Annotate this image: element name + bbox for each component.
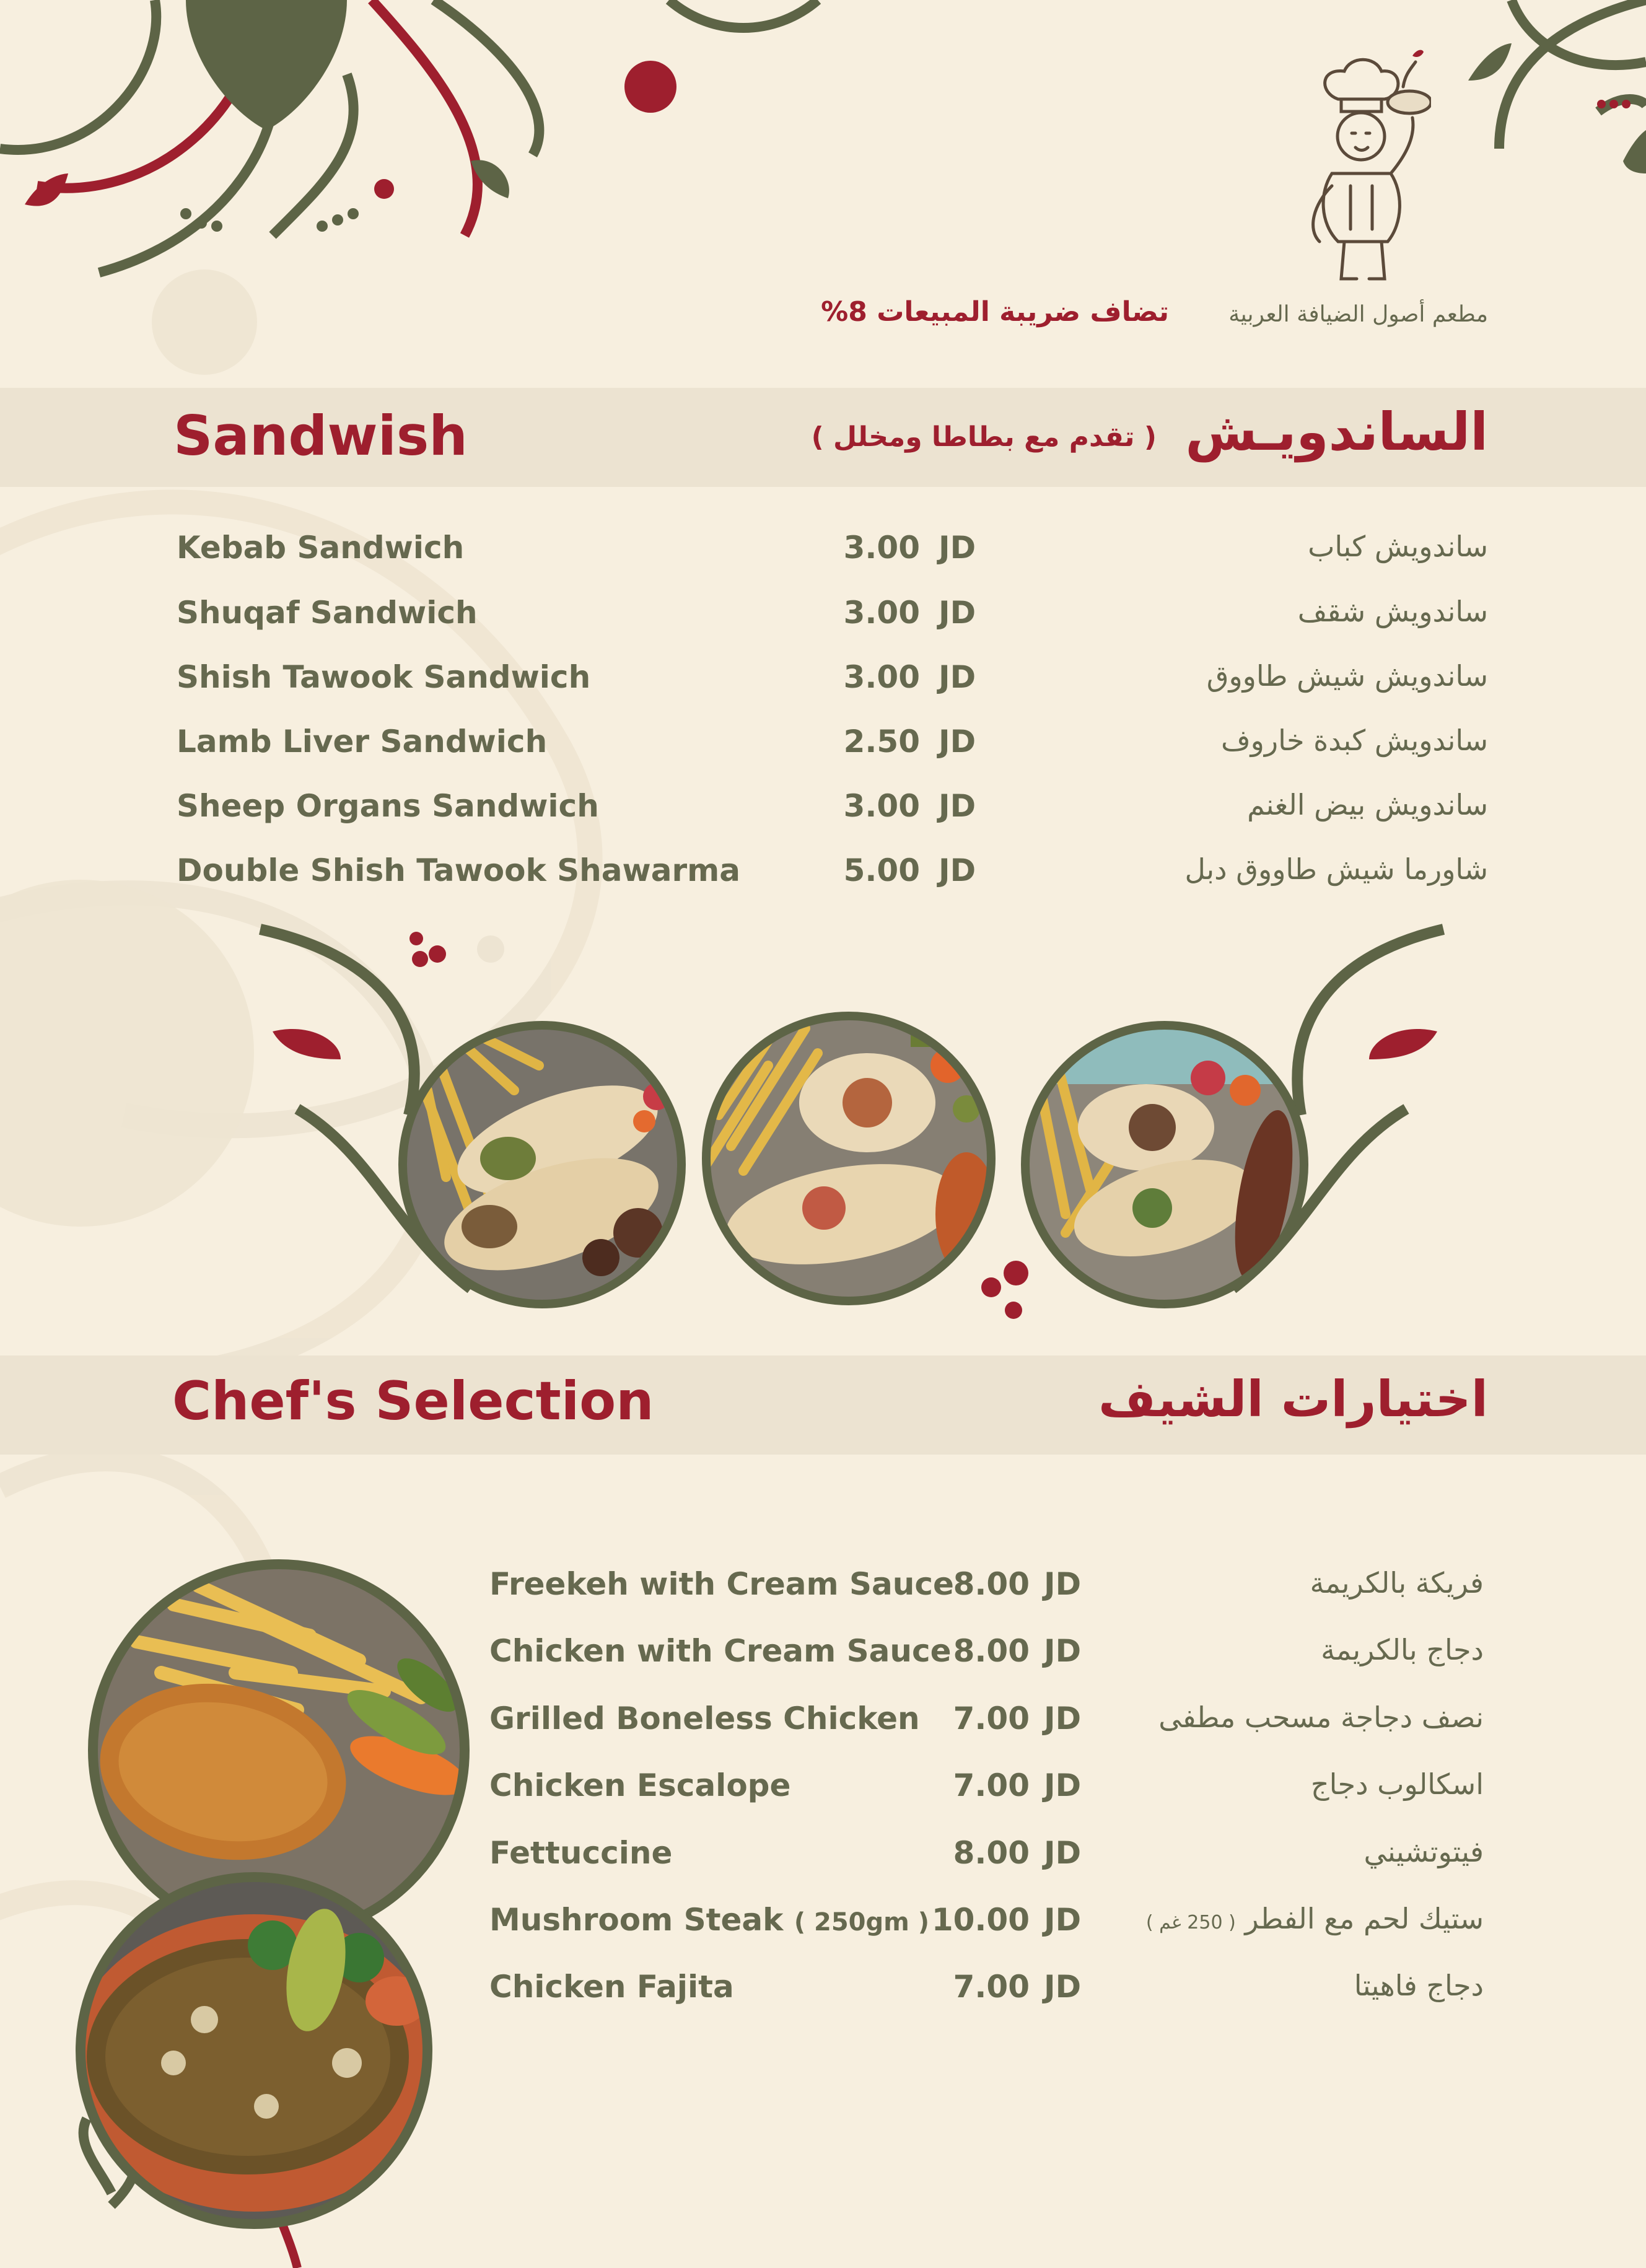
chef-title-en: Chef's Selection [172,1370,654,1432]
sandwich-title-ar: الساندويـش [1185,401,1488,462]
item-name-en: Shish Tawook Sandwich [177,659,591,695]
sandwich-title-en: Sandwish [173,404,468,468]
item-currency: JD [1044,1969,1082,2005]
item-price: 7.00 [953,1701,1030,1736]
item-name-ar-main: ستيك لحم مع الفطر [1245,1902,1484,1935]
item-price: 5.00 [843,852,920,888]
chef-holding-dish-icon [1295,43,1431,304]
item-name-ar: ساندويش بيض الغنم [1247,788,1488,821]
item-currency: JD [939,530,976,566]
item-currency: JD [1044,1701,1082,1736]
item-name-en-main: Mushroom Steak [489,1902,784,1938]
menu-item [0,595,1646,644]
item-name-ar: نصف دجاجة مسحب مطفى [1158,1701,1484,1734]
menu-item [0,1969,1646,2018]
menu-item [0,852,1646,902]
item-price: 8.00 [953,1835,1030,1871]
item-price: 8.00 [953,1566,1030,1602]
menu-item [0,1633,1646,1683]
item-price: 7.00 [953,1767,1030,1803]
menu-item [0,788,1646,838]
item-price: 8.00 [953,1633,1030,1669]
item-name-en: Lamb Liver Sandwich [177,724,548,760]
item-name-ar: ساندويش شيش طاووق [1206,659,1488,693]
menu-item [0,659,1646,709]
menu-item [0,1835,1646,1885]
sandwich-subtitle-ar: ( تقدم مع بطاطا ومخلل ) [811,421,1157,453]
item-name-ar: ساندويش شقف [1297,595,1488,628]
item-price: 3.00 [843,595,920,631]
item-name-ar: اسكالوب دجاج [1310,1767,1484,1801]
item-name-ar: ساندويش كبدة خاروف [1220,724,1488,757]
item-price: 3.00 [843,659,920,695]
item-weight-note-ar: ( 250 غم ) [1145,1912,1236,1933]
item-name-en: Chicken with Cream Sauce [489,1633,952,1669]
item-name-ar: دجاج فاهيتا [1354,1969,1484,2002]
item-name-en: Grilled Boneless Chicken [489,1701,920,1736]
restaurant-name: مطعم أصول الضيافة العربية [1228,302,1488,327]
item-name-ar [1146,1902,1484,1935]
tax-note: تضاف ضريبة المبيعات 8% [821,296,1169,328]
item-currency: JD [1044,1902,1082,1938]
item-name-en: Kebab Sandwich [177,530,465,566]
menu-item [0,1902,1646,1951]
item-currency: JD [1044,1767,1082,1803]
item-price: 7.00 [953,1969,1030,2005]
item-weight-note-en: ( 250gm ) [794,1908,930,1937]
item-currency: JD [1044,1835,1082,1871]
item-currency: JD [939,724,976,760]
item-name-ar: فيتوتشيني [1364,1835,1484,1868]
item-currency: JD [939,788,976,824]
item-name-en: Sheep Organs Sandwich [177,788,599,824]
item-name-en: Chicken Escalope [489,1767,791,1803]
item-name-en: Shuqaf Sandwich [177,595,478,631]
item-name-en: Chicken Fajita [489,1969,734,2005]
item-currency: JD [1044,1633,1082,1669]
chef-title-ar: اختيارات الشيف [1098,1370,1488,1428]
item-name-ar: شاورما شيش طاووق دبل [1184,852,1488,886]
item-name-ar: ساندويش كباب [1308,530,1488,563]
item-currency: JD [939,852,976,888]
item-currency: JD [939,659,976,695]
item-name-en: Double Shish Tawook Shawarma [177,852,740,888]
item-name-en: Freekeh with Cream Sauce [489,1566,954,1602]
menu-item [0,1566,1646,1616]
item-name-ar: دجاج بالكريمة [1321,1633,1484,1666]
item-currency: JD [939,595,976,631]
restaurant-logo [1295,43,1431,304]
item-price: 3.00 [843,788,920,824]
item-currency: JD [1044,1566,1082,1602]
item-price: 2.50 [843,724,920,760]
item-name-ar: فريكة بالكريمة [1310,1566,1484,1600]
item-price: 10.00 [931,1902,1030,1938]
item-name-en [489,1902,929,1938]
menu-item [0,530,1646,579]
menu-item [0,1767,1646,1817]
menu-item [0,1701,1646,1750]
item-name-en: Fettuccine [489,1835,673,1871]
menu-item [0,724,1646,773]
item-price: 3.00 [843,530,920,566]
